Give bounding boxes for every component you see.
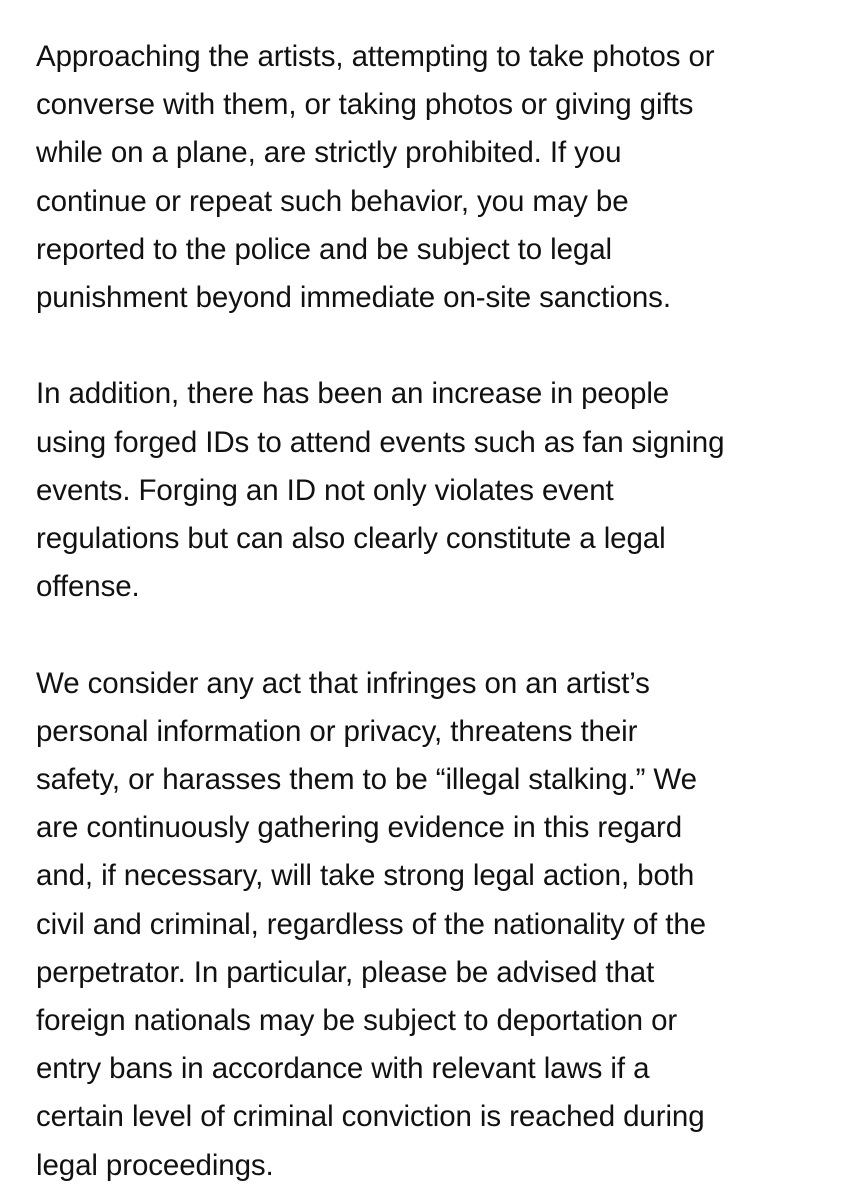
paragraph-forged-ids [36, 370, 826, 611]
text-line: Approaching the artists, attempting to take photos or [36, 40, 715, 73]
text-line: certain level of criminal conviction is reached during [36, 1100, 705, 1134]
text-line: entry bans in accordance with relevant laws if a [36, 1052, 650, 1086]
paragraph-illegal-stalking [36, 660, 826, 1190]
text-line: converse with them, or taking photos or giving gifts [36, 88, 694, 122]
text-line: We consider any act that infringes on an artist’s [36, 666, 650, 700]
text-line: personal information or privacy, threatens their [36, 714, 638, 748]
text-line: punishment beyond immediate on-site sanctions. [36, 281, 671, 315]
text-line: are continuously gathering evidence in this regard [36, 811, 683, 845]
text-line: foreign nationals may be subject to deportation or [36, 1004, 678, 1038]
text-line: regulations but can also clearly constitute a legal [36, 522, 666, 556]
paragraph-gap [36, 611, 826, 659]
text-line: reported to the police and be subject to legal [36, 232, 612, 266]
paragraph-approaching-artists [36, 33, 826, 322]
text-line: safety, or harasses them to be “illegal stalking.” We [36, 763, 697, 797]
text-line: and, if necessary, will take strong legal action, both [36, 859, 695, 893]
notice-document [36, 33, 826, 1190]
text-line: perpetrator. In particular, please be advised that [36, 955, 655, 989]
text-line: civil and criminal, regardless of the nationality of the [36, 907, 706, 941]
text-line: continue or repeat such behavior, you may be [36, 184, 629, 218]
text-line: while on a plane, are strictly prohibited. If you [36, 136, 622, 170]
text-line: In addition, there has been an increase in people [36, 377, 670, 411]
text-line: legal proceedings. [36, 1148, 274, 1182]
text-line: offense. [36, 570, 140, 604]
text-line: using forged IDs to attend events such as fan signing [36, 425, 725, 459]
paragraph-gap [36, 322, 826, 370]
text-line: events. Forging an ID not only violates event [36, 473, 614, 507]
